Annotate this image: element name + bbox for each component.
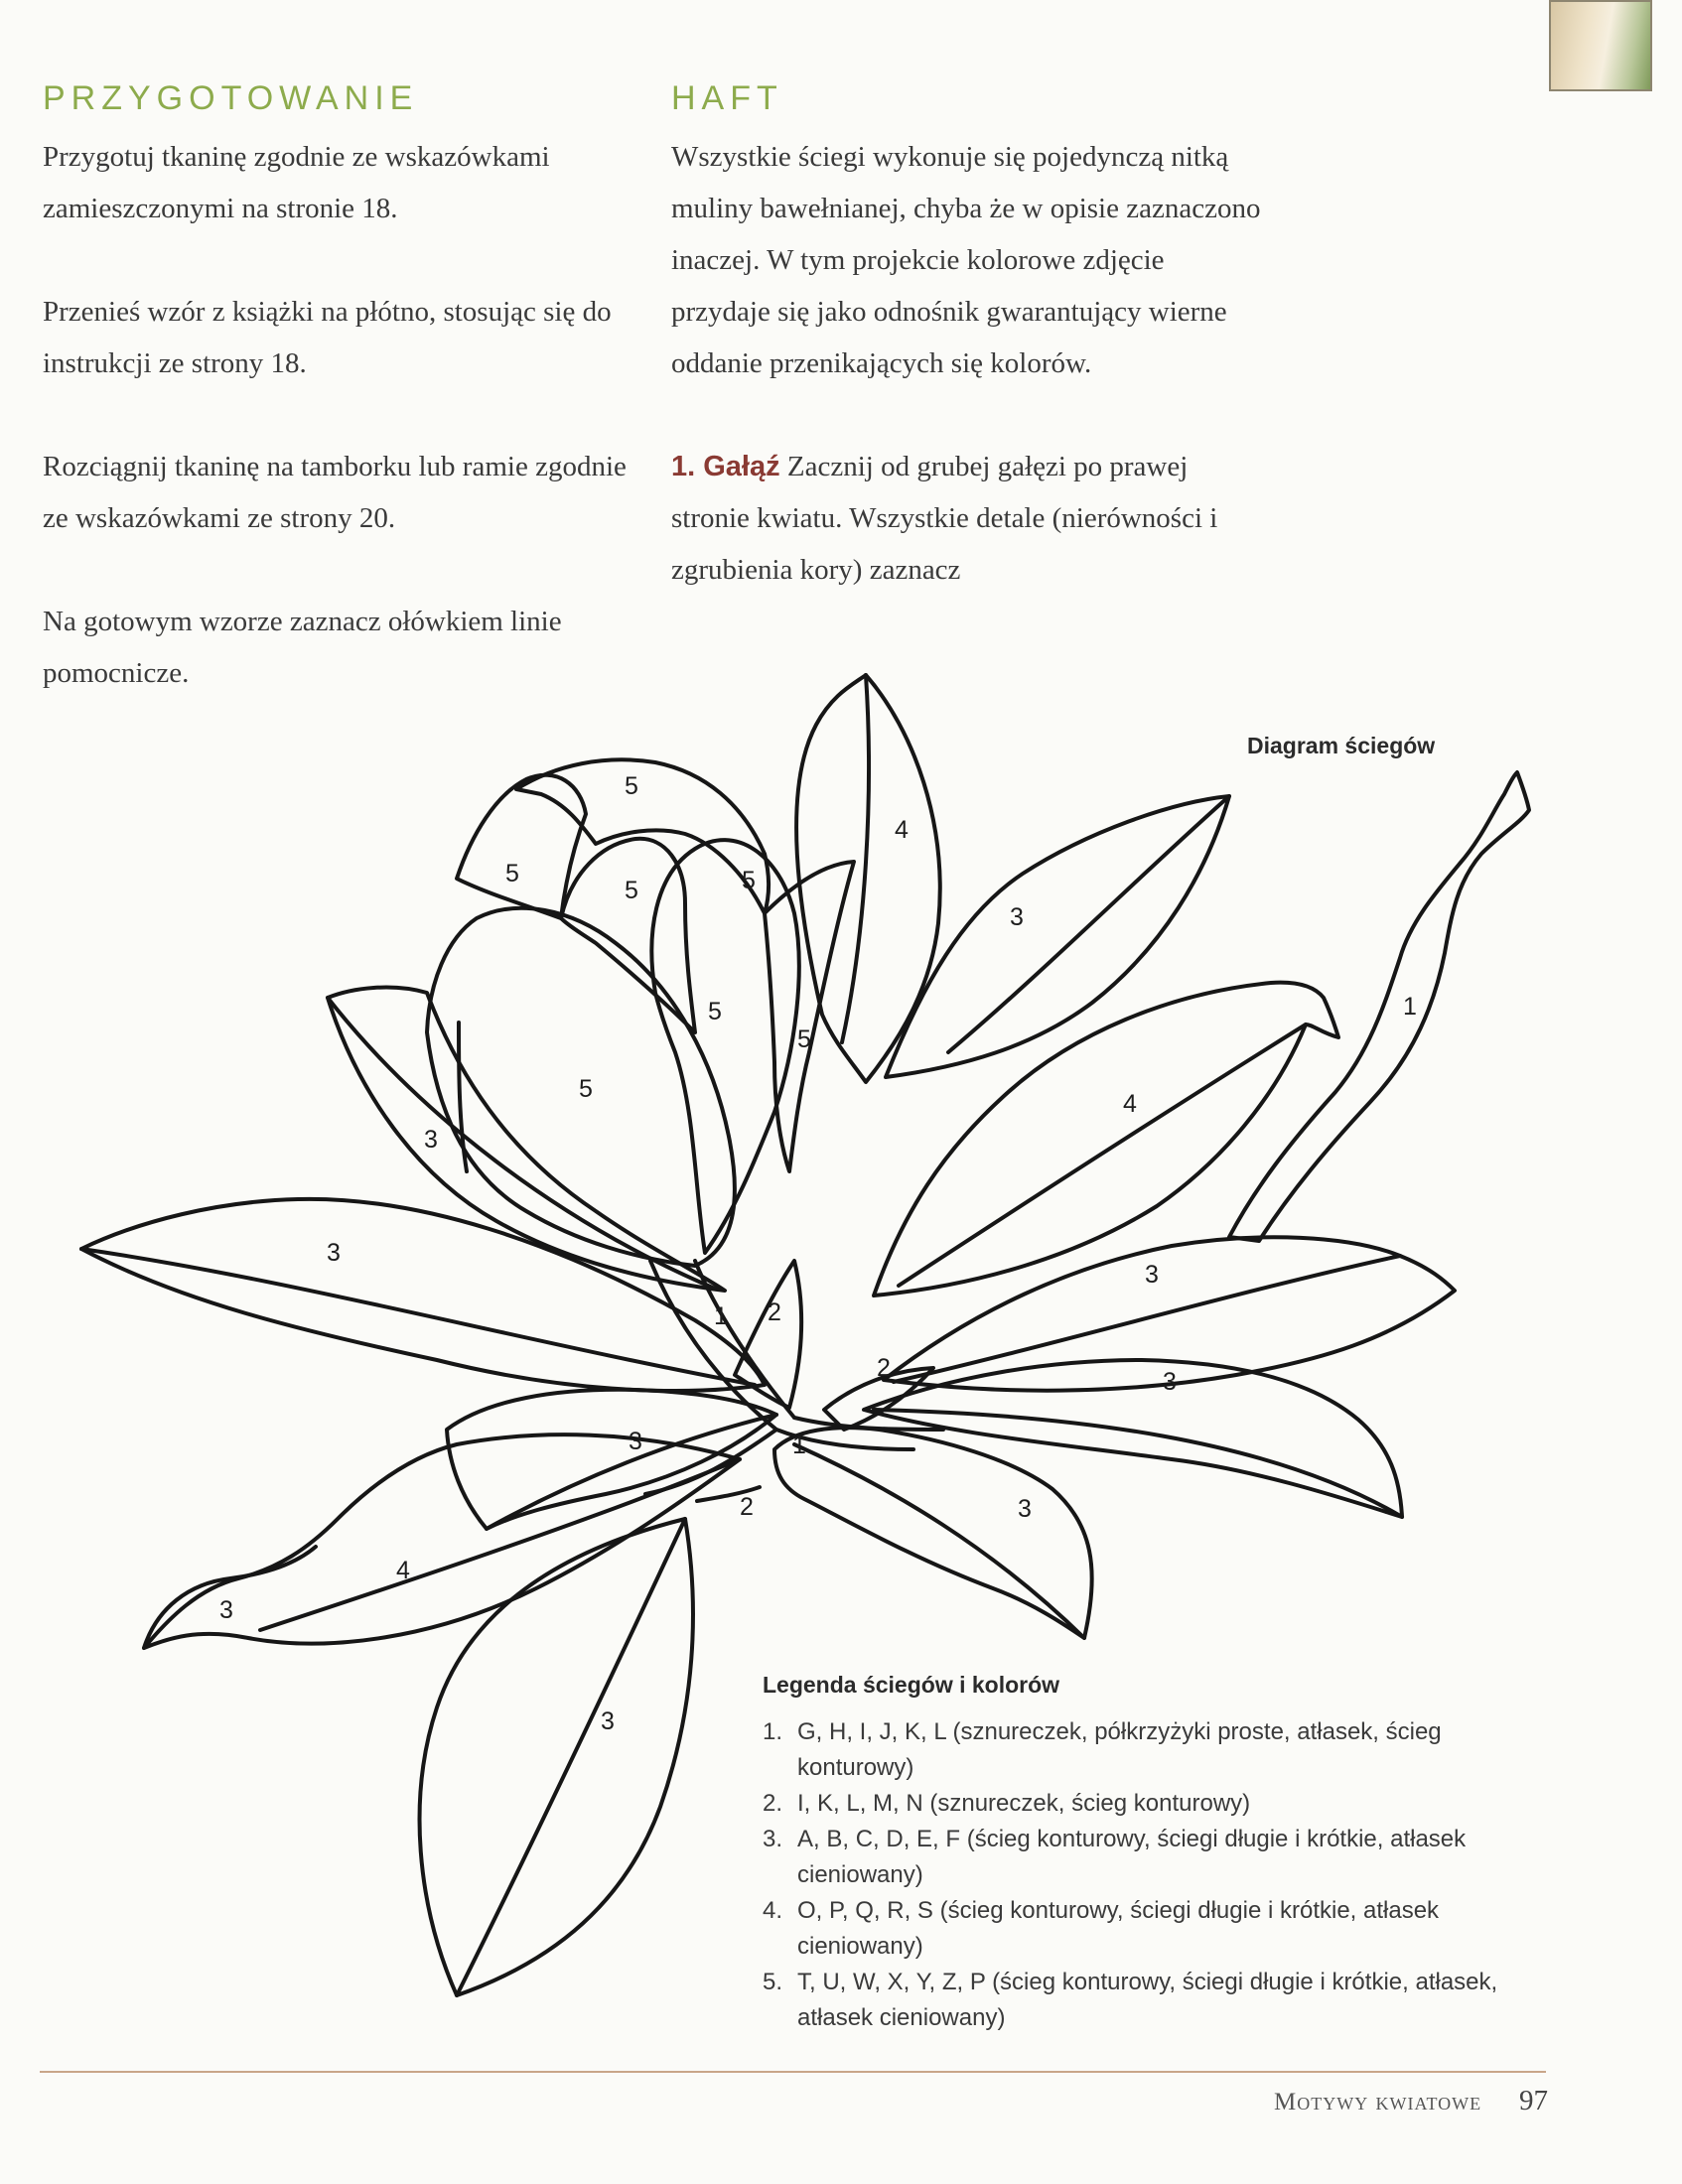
leaf-bottom-vein xyxy=(457,1519,685,1995)
leaf-mid-right-outline xyxy=(874,983,1338,1296)
label-upper-right-leaf: 3 xyxy=(1010,903,1024,931)
heading-preparation: PRZYGOTOWANIE xyxy=(43,79,419,117)
paragraph: Na gotowym wzorze zaznacz ołówkiem linie pomocnicze. xyxy=(43,606,562,689)
label-bottom-leaf: 3 xyxy=(601,1707,615,1735)
paragraph: Przenieś wzór z książki na płótno, stosując się do instrukcji ze strony 18. xyxy=(43,296,612,379)
label-right-leaf-b: 3 xyxy=(1163,1368,1177,1396)
legend-number: 4. xyxy=(763,1897,783,1924)
label-tall-leaf: 4 xyxy=(895,816,909,844)
legend-text: A, B, C, D, E, F (ścieg konturowy, ściegi długie i krótkie, atłasek cieniowany) xyxy=(797,1826,1467,1888)
legend-item xyxy=(763,1714,1557,1786)
label-center-leaf: 3 xyxy=(629,1428,642,1455)
legend-text: O, P, Q, R, S (ścieg konturowy, ściegi długie i krótkie, atłasek cieniowany) xyxy=(797,1897,1440,1960)
label-stem-base: 1 xyxy=(792,1432,806,1459)
label-far-left-leaf: 3 xyxy=(327,1239,341,1267)
legend-title: Legenda ściegów i kolorów xyxy=(763,1672,1060,1698)
legend-item xyxy=(763,1893,1557,1965)
label-tip-left: 3 xyxy=(219,1596,233,1624)
running-footer-title: Motywy kwiatowe xyxy=(1274,2089,1482,2116)
legend-text: G, H, I, J, K, L (sznureczek, półkrzyżyki proste, atłasek, ścieg konturowy) xyxy=(797,1718,1442,1781)
leaf-right-b-outline xyxy=(864,1360,1402,1517)
legend-number: 2. xyxy=(763,1790,783,1817)
label-branch: 1 xyxy=(1403,993,1417,1021)
label-lower-left-leaf: 4 xyxy=(396,1557,410,1584)
label-bud-mid: 5 xyxy=(708,998,722,1025)
label-bud-inner: 5 xyxy=(625,877,638,904)
page-number: 97 xyxy=(1519,2085,1548,2116)
footer-rule xyxy=(40,2071,1546,2073)
diagram-title: Diagram ściegów xyxy=(1247,733,1436,758)
step-text: Zacznij od grubej gałęzi po prawej stronie kwiatu. Wszystkie detale (nierówności i zgrubienia kory) zaznacz xyxy=(671,451,1218,586)
label-bud-right: 5 xyxy=(742,867,756,894)
legend-text: I, K, L, M, N (sznureczek, ścieg konturowy) xyxy=(797,1790,1251,1817)
leaf-far-left-outline xyxy=(81,1199,765,1391)
legend-list xyxy=(763,1714,1557,2036)
stitch-legend xyxy=(763,1672,1557,2036)
step-label: 1. Gałąź xyxy=(671,451,780,482)
label-left-back-leaf: 3 xyxy=(424,1126,438,1154)
legend-number: 3. xyxy=(763,1826,783,1852)
label-bud-stem: 5 xyxy=(797,1025,811,1053)
leaf-left-back-outline xyxy=(328,988,725,1291)
leaf-right-b-vein xyxy=(874,1410,1402,1517)
legend-item xyxy=(763,1965,1557,2036)
paragraph: Wszystkie ściegi wykonuje się pojedynczą nitką muliny bawełnianej, chyba że w opisie zaznaczono inaczej. W tym projekcie kolorowe zdjęcie przydaje się jako odnośnik gwarantujący wierne oddanie przenikających się kolorów. xyxy=(671,141,1261,379)
legend-number: 5. xyxy=(763,1969,783,1995)
petal-top-outline xyxy=(516,759,769,913)
petal-right-outline xyxy=(765,862,854,1171)
label-right-leaf-a: 3 xyxy=(1145,1261,1159,1289)
leaf-left-back-vein xyxy=(328,998,715,1289)
leaf-tall-vein xyxy=(842,675,869,1042)
leaf-upper-right-vein xyxy=(948,796,1229,1052)
legend-item xyxy=(763,1822,1557,1893)
paragraph: Rozciągnij tkaninę na tamborku lub ramie zgodnie ze wskazówkami ze strony 20. xyxy=(43,451,627,534)
legend-text: T, U, W, X, Y, Z, P (ścieg konturowy, ściegi długie i krótkie, atłasek, atłasek cieniowany) xyxy=(797,1969,1498,2031)
label-mid-right-leaf: 4 xyxy=(1123,1090,1137,1118)
petal-big-crease xyxy=(459,1023,467,1171)
label-bud-top: 5 xyxy=(625,772,638,800)
label-bud-left: 5 xyxy=(505,860,519,887)
label-sepal-b: 2 xyxy=(877,1354,891,1382)
label-sepal-c: 2 xyxy=(740,1493,754,1521)
label-sepal-a: 2 xyxy=(768,1298,781,1326)
leaf-lower-left-outline xyxy=(144,1434,740,1648)
branch-outline xyxy=(1229,772,1529,1241)
label-low-center-leaf: 3 xyxy=(1018,1495,1032,1523)
diagram-labels xyxy=(219,772,1417,1735)
legend-number: 1. xyxy=(763,1718,783,1745)
label-stem-left: 1 xyxy=(714,1302,728,1330)
label-bud-big: 5 xyxy=(579,1075,593,1103)
heading-embroidery: HAFT xyxy=(671,79,783,117)
legend-item xyxy=(763,1786,1557,1822)
paragraph: Przygotuj tkaninę zgodnie ze wskazówkami zamieszczonymi na stronie 18. xyxy=(43,141,550,224)
